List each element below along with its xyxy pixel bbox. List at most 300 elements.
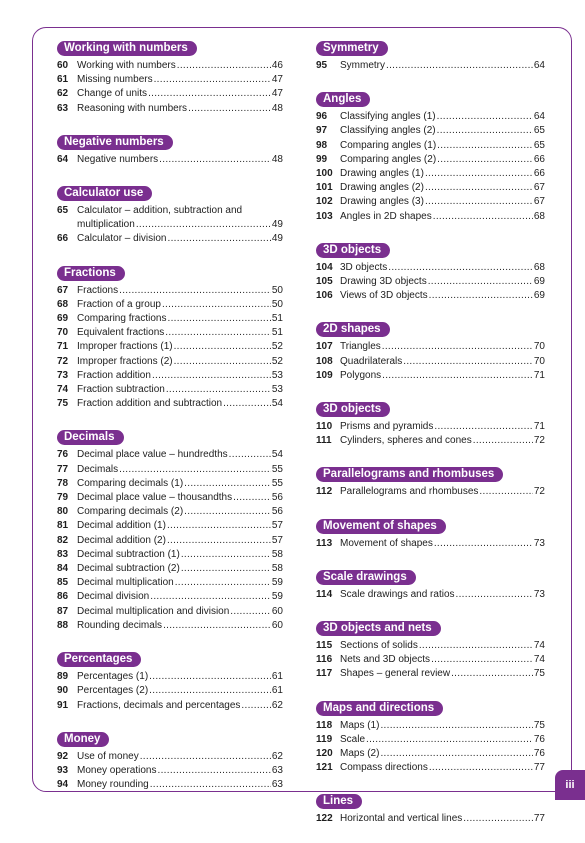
section-heading: Lines (316, 794, 362, 809)
entry-title: Fraction subtraction (77, 384, 165, 396)
entry-number: 65 (57, 205, 69, 217)
entry-page: 60 (271, 605, 283, 617)
toc-entry[interactable] (316, 195, 545, 209)
leader-dots (136, 218, 271, 232)
entry-title: Symmetry (340, 60, 385, 71)
toc-entry[interactable] (316, 719, 545, 733)
entry-number: 87 (57, 605, 69, 617)
toc-entry[interactable] (316, 537, 545, 551)
entry-page: 70 (533, 355, 545, 367)
toc-entry[interactable] (57, 699, 283, 713)
entry-number: 82 (57, 534, 69, 546)
toc-entry[interactable] (57, 750, 283, 764)
entry-number: 68 (57, 298, 69, 310)
toc-entry[interactable] (57, 605, 283, 619)
entry-title: Classifying angles (1) (340, 111, 436, 123)
leader-dots (437, 110, 533, 124)
leader-dots (119, 463, 271, 477)
leader-dots (425, 167, 533, 181)
toc-entry[interactable] (316, 124, 545, 138)
entry-title-continued: multiplication (77, 219, 135, 231)
leader-dots (380, 719, 532, 733)
leader-dots (479, 485, 532, 499)
toc-section (57, 649, 283, 713)
entry-page: 77 (533, 813, 545, 825)
toc-entry[interactable] (57, 102, 283, 116)
leader-dots (166, 383, 271, 397)
leader-dots (451, 667, 533, 681)
entry-title: Classifying angles (2) (340, 125, 436, 137)
entry-title: Use of money (77, 750, 139, 762)
toc-entry[interactable] (316, 667, 545, 681)
toc-entry[interactable] (316, 275, 545, 289)
entry-title: Change of units (77, 88, 148, 100)
entry-page: 47 (271, 74, 283, 86)
leader-dots (181, 548, 271, 562)
toc-entry[interactable] (57, 491, 283, 505)
entry-page: 65 (533, 125, 545, 137)
entry-number: 74 (57, 384, 69, 396)
entry-page: 74 (533, 640, 545, 652)
leader-dots (181, 562, 271, 576)
leader-dots (175, 576, 271, 590)
entry-title: Rounding decimals (77, 619, 163, 631)
toc-entry[interactable] (57, 355, 283, 369)
toc-entry[interactable] (316, 588, 545, 602)
leader-dots (386, 59, 533, 73)
leader-dots (437, 124, 533, 138)
entry-number: 66 (57, 233, 69, 245)
entry-number: 93 (57, 764, 69, 776)
entry-page: 63 (271, 764, 283, 776)
entry-number: 60 (57, 60, 69, 71)
entry-page: 56 (271, 506, 283, 518)
toc-entry[interactable] (316, 747, 545, 761)
entry-number: 121 (316, 762, 333, 774)
entry-page: 56 (271, 492, 283, 504)
toc-entry[interactable] (316, 181, 545, 195)
entry-page: 64 (533, 60, 545, 71)
entry-number: 77 (57, 463, 69, 475)
entry-page: 75 (533, 719, 545, 731)
toc-entry[interactable] (316, 340, 545, 354)
entry-page: 53 (271, 369, 283, 381)
entry-number: 98 (316, 139, 328, 151)
leader-dots (428, 275, 533, 289)
entry-title: Compass directions (340, 762, 428, 774)
entry-number: 99 (316, 153, 328, 165)
toc-entry[interactable] (57, 619, 283, 633)
leader-dots (425, 195, 533, 209)
leader-dots (241, 699, 270, 713)
toc-entry[interactable] (57, 764, 283, 778)
entry-title: Drawing angles (3) (340, 196, 424, 208)
entry-title: Reasoning with numbers (77, 102, 188, 114)
entry-number: 104 (316, 261, 333, 273)
leader-dots (434, 537, 533, 551)
leader-dots (229, 448, 271, 462)
section-heading: Maps and directions (316, 701, 443, 716)
entry-page: 55 (271, 477, 283, 489)
entry-number: 112 (316, 486, 333, 498)
entry-number: 111 (316, 435, 332, 447)
entry-number: 113 (316, 537, 333, 549)
entry-title: Sections of solids (340, 640, 418, 652)
entry-number: 70 (57, 327, 69, 339)
section-heading: 3D objects and nets (316, 621, 441, 636)
entry-page: 66 (533, 153, 545, 165)
leader-dots (119, 284, 271, 298)
entry-page: 62 (271, 699, 283, 711)
entry-page: 54 (271, 398, 283, 410)
section-heading: 3D objects (316, 402, 390, 417)
section-heading: Money (57, 732, 109, 747)
toc-section (57, 183, 283, 247)
entry-title: Decimal addition (1) (77, 520, 166, 532)
entry-title: Improper fractions (2) (77, 355, 173, 367)
toc-entry[interactable] (57, 778, 283, 792)
entry-title: Maps (1) (340, 719, 380, 731)
toc-entry[interactable] (316, 153, 545, 167)
entry-number: 75 (57, 398, 69, 410)
leader-dots (158, 764, 271, 778)
section-heading: Fractions (57, 266, 125, 281)
toc-entry[interactable] (57, 477, 283, 491)
entry-page: 73 (533, 537, 545, 549)
entry-number: 85 (57, 577, 69, 589)
entry-number: 78 (57, 477, 69, 489)
entry-title: Decimal place value – thousandths (77, 492, 233, 504)
section-heading: Angles (316, 92, 370, 107)
toc-section (316, 464, 545, 499)
entry-title: Decimal place value – hundredths (77, 449, 228, 461)
entry-title: Scale (340, 733, 366, 745)
entry-title: Improper fractions (1) (77, 341, 173, 353)
section-heading: Working with numbers (57, 41, 197, 56)
leader-dots (168, 232, 271, 246)
toc-entry[interactable] (57, 204, 283, 232)
entry-page: 59 (271, 577, 283, 589)
toc-section (316, 698, 545, 776)
toc-entry[interactable] (57, 562, 283, 576)
entry-page: 46 (271, 60, 283, 71)
toc-entry[interactable] (316, 59, 545, 73)
toc-entry[interactable] (57, 326, 283, 340)
toc-entry[interactable] (57, 369, 283, 383)
toc-entry[interactable] (316, 733, 545, 747)
toc-section (316, 399, 545, 448)
leader-dots (165, 326, 271, 340)
entry-page: 76 (533, 748, 545, 760)
entry-title: Money rounding (77, 779, 149, 791)
entry-title: Fraction addition and subtraction (77, 398, 223, 410)
entry-page: 50 (271, 298, 283, 310)
entry-number: 92 (57, 750, 69, 762)
entry-page: 51 (271, 327, 283, 339)
section-heading: Negative numbers (57, 135, 173, 150)
entry-number: 91 (57, 699, 69, 711)
leader-dots (184, 505, 271, 519)
entry-number: 105 (316, 276, 333, 288)
entry-page: 58 (271, 548, 283, 560)
leader-dots (473, 434, 533, 448)
section-heading: Percentages (57, 652, 141, 667)
leader-dots (174, 355, 271, 369)
toc-section (316, 89, 545, 224)
entry-title: Drawing angles (1) (340, 168, 424, 180)
entry-title: Fractions, decimals and percentages (77, 699, 241, 711)
entry-number: 90 (57, 685, 69, 697)
entry-title: Decimals (77, 463, 119, 475)
leader-dots (463, 812, 533, 826)
entry-page: 71 (533, 421, 545, 433)
entry-title: Comparing angles (1) (340, 139, 437, 151)
entry-page: 70 (533, 341, 545, 353)
toc-section (316, 618, 545, 682)
entry-title: Decimal addition (2) (77, 534, 166, 546)
entry-page: 68 (533, 210, 545, 222)
toc-entry[interactable] (57, 312, 283, 326)
toc-entry[interactable] (57, 590, 283, 604)
toc-section (57, 263, 283, 412)
toc-section (57, 729, 283, 793)
leader-dots (366, 733, 533, 747)
entry-title: Polygons (340, 369, 382, 381)
entry-title: Decimal multiplication and division (77, 605, 230, 617)
toc-entry[interactable] (316, 812, 545, 826)
toc-entry[interactable] (316, 639, 545, 653)
entry-number: 86 (57, 591, 69, 603)
leader-dots (177, 59, 271, 73)
toc-entry[interactable] (57, 670, 283, 684)
toc-entry[interactable] (316, 261, 545, 275)
toc-entry[interactable] (57, 59, 283, 73)
section-heading: Decimals (57, 430, 124, 445)
toc-entry[interactable] (316, 653, 545, 667)
entry-number: 71 (57, 341, 69, 353)
entry-title: Shapes – general review (340, 668, 451, 680)
toc-entry[interactable] (57, 383, 283, 397)
entry-page: 61 (271, 685, 283, 697)
entry-title: Decimal division (77, 591, 150, 603)
contents-column-left (57, 38, 283, 808)
entry-page: 60 (271, 619, 283, 631)
leader-dots (456, 588, 533, 602)
entry-title: Decimal multiplication (77, 577, 174, 589)
toc-section (57, 427, 283, 633)
toc-entry[interactable] (57, 548, 283, 562)
toc-entry[interactable] (57, 284, 283, 298)
entry-page: 75 (533, 668, 545, 680)
leader-dots (431, 653, 533, 667)
leader-dots (167, 312, 270, 326)
leader-dots (149, 670, 271, 684)
toc-entry[interactable] (316, 420, 545, 434)
entry-number: 114 (316, 588, 333, 600)
leader-dots (382, 369, 533, 383)
section-heading: Symmetry (316, 41, 388, 56)
leader-dots (174, 340, 271, 354)
page-number: iii (555, 770, 585, 800)
entry-title: Fraction of a group (77, 298, 161, 310)
entry-number: 110 (316, 421, 333, 433)
entry-page: 57 (271, 534, 283, 546)
entry-page: 55 (271, 463, 283, 475)
section-heading: Calculator use (57, 186, 152, 201)
entry-number: 61 (57, 74, 69, 86)
entry-number: 80 (57, 506, 69, 518)
entry-number: 94 (57, 779, 69, 791)
entry-number: 72 (57, 355, 69, 367)
entry-title: Equivalent fractions (77, 327, 165, 339)
entry-title: Drawing 3D objects (340, 276, 427, 288)
entry-page: 61 (271, 671, 283, 683)
entry-title: Percentages (1) (77, 671, 149, 683)
entry-number: 103 (316, 210, 333, 222)
entry-page: 54 (271, 449, 283, 461)
entry-page: 50 (271, 284, 283, 296)
leader-dots (184, 477, 271, 491)
entry-title: 3D objects (340, 261, 388, 273)
toc-section (316, 240, 545, 304)
toc-entry[interactable] (57, 153, 283, 167)
section-heading: Scale drawings (316, 570, 416, 585)
entry-page: 72 (533, 435, 545, 447)
entry-number: 118 (316, 719, 333, 731)
entry-number: 76 (57, 449, 69, 461)
entry-page: 57 (271, 520, 283, 532)
entry-title: Horizontal and vertical lines (340, 813, 463, 825)
toc-entry[interactable] (316, 434, 545, 448)
entry-page: 69 (533, 276, 545, 288)
entry-title: Quadrilaterals (340, 355, 403, 367)
toc-entry[interactable] (57, 340, 283, 354)
entry-number: 116 (316, 654, 333, 666)
leader-dots (154, 73, 271, 87)
entry-number: 115 (316, 640, 333, 652)
entry-page: 74 (533, 654, 545, 666)
entry-page: 68 (533, 261, 545, 273)
leader-dots (429, 761, 533, 775)
entry-title: Angles in 2D shapes (340, 210, 432, 222)
entry-title: Money operations (77, 764, 157, 776)
entry-number: 69 (57, 313, 69, 325)
toc-entry[interactable] (57, 73, 283, 87)
leader-dots (140, 750, 271, 764)
entry-title: Views of 3D objects (340, 290, 428, 302)
entry-page: 49 (271, 233, 283, 245)
entry-title: Negative numbers (77, 153, 159, 165)
entry-title: Missing numbers (77, 74, 153, 86)
entry-title: Cylinders, spheres and cones (340, 435, 472, 447)
entry-page: 67 (533, 196, 545, 208)
toc-entry[interactable] (57, 576, 283, 590)
entry-title: Fraction addition (77, 369, 151, 381)
entry-number: 108 (316, 355, 333, 367)
leader-dots (188, 102, 271, 116)
toc-entry[interactable] (316, 110, 545, 124)
entry-number: 67 (57, 284, 69, 296)
entry-page: 73 (533, 588, 545, 600)
entry-number: 101 (316, 182, 333, 194)
toc-entry[interactable] (57, 684, 283, 698)
entry-title: Calculator – addition, subtraction and (77, 205, 243, 217)
entry-title: Drawing angles (2) (340, 182, 424, 194)
leader-dots (434, 420, 533, 434)
toc-entry[interactable] (57, 298, 283, 312)
leader-dots (437, 153, 533, 167)
toc-entry[interactable] (316, 167, 545, 181)
entry-number: 100 (316, 168, 333, 180)
entry-number: 88 (57, 619, 69, 631)
leader-dots (167, 519, 271, 533)
toc-section (316, 567, 545, 602)
entry-number: 81 (57, 520, 69, 532)
leader-dots (167, 534, 271, 548)
toc-entry[interactable] (316, 139, 545, 153)
toc-section (316, 791, 545, 826)
entry-number: 119 (316, 733, 333, 745)
entry-page: 62 (271, 750, 283, 762)
leader-dots (148, 87, 271, 101)
leader-dots (382, 340, 533, 354)
entry-number: 117 (316, 668, 333, 680)
entry-page: 72 (533, 486, 545, 498)
toc-entry[interactable] (57, 534, 283, 548)
section-heading: 3D objects (316, 243, 390, 258)
entry-title: Maps (2) (340, 748, 380, 760)
entry-title: Parallelograms and rhombuses (340, 486, 479, 498)
toc-section (316, 38, 545, 73)
toc-entry[interactable] (57, 519, 283, 533)
toc-entry[interactable] (316, 355, 545, 369)
entry-number: 107 (316, 341, 333, 353)
toc-entry[interactable] (57, 463, 283, 477)
entry-page: 53 (271, 384, 283, 396)
entry-title: Working with numbers (77, 60, 176, 71)
entry-number: 97 (316, 125, 328, 137)
toc-entry[interactable] (57, 448, 283, 462)
contents-column-right (316, 38, 545, 843)
toc-entry[interactable] (316, 485, 545, 499)
entry-page: 76 (533, 733, 545, 745)
toc-entry[interactable] (57, 87, 283, 101)
leader-dots (425, 181, 533, 195)
entry-page: 48 (271, 102, 283, 114)
entry-title: Calculator – division (77, 233, 167, 245)
toc-entry[interactable] (316, 369, 545, 383)
entry-title: Percentages (2) (77, 685, 149, 697)
leader-dots (233, 491, 271, 505)
toc-entry[interactable] (57, 397, 283, 411)
entry-page: 52 (271, 341, 283, 353)
entry-title: Movement of shapes (340, 537, 433, 549)
toc-entry[interactable] (316, 761, 545, 775)
leader-dots (152, 369, 271, 383)
toc-entry[interactable] (57, 232, 283, 246)
toc-entry[interactable] (57, 505, 283, 519)
entry-number: 63 (57, 102, 69, 114)
entry-page: 49 (271, 219, 283, 231)
entry-title: Comparing fractions (77, 313, 167, 325)
entry-number: 73 (57, 369, 69, 381)
toc-entry[interactable] (316, 289, 545, 303)
leader-dots (230, 605, 271, 619)
toc-entry[interactable] (316, 210, 545, 224)
leader-dots (388, 261, 533, 275)
entry-title: Comparing decimals (1) (77, 477, 184, 489)
entry-page: 77 (533, 762, 545, 774)
